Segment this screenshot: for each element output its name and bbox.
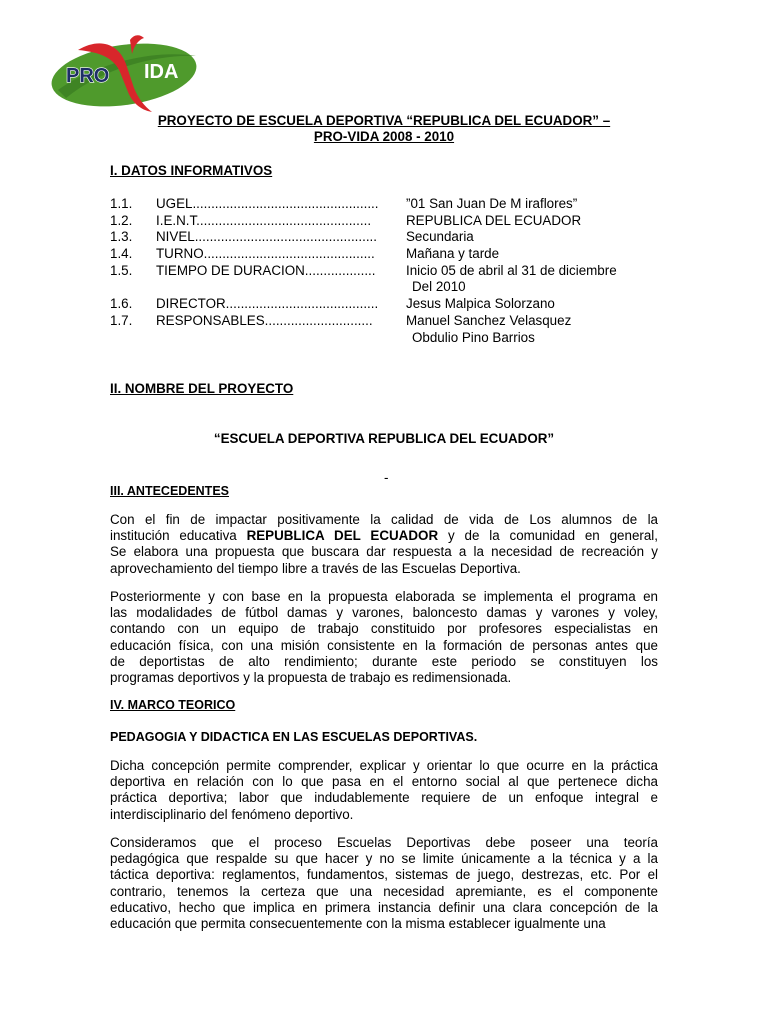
text-run: institución educativa (110, 528, 247, 544)
paragraph-antecedentes-2 (110, 589, 658, 686)
info-row-label: UGEL.................................................. (156, 196, 379, 211)
info-row-value: ”01 San Juan De M iraflores” (406, 196, 578, 211)
paragraph-line: deportiva en relación con lo que pasa en el entorno social al que pertenece dicha (110, 774, 658, 790)
info-row-label: TURNO.............................................. (156, 246, 375, 262)
title-line-2: PRO-VIDA 2008 - 2010 (313, 129, 455, 144)
info-row-label: NIVEL................................................. (156, 229, 377, 245)
info-row (110, 196, 670, 213)
paragraph-line: las modalidades de fútbol damas y varones, baloncesto damas y varones y voley, (110, 605, 658, 621)
info-row (110, 229, 670, 246)
paragraph-line: programas deportivos y la propuesta de trabajo es redimensionada. (110, 669, 512, 685)
subheading-pedagogia: PEDAGOGIA Y DIDACTICA EN LAS ESCUELAS DEPORTIVAS. (110, 730, 478, 744)
paragraph-line: Consideramos que el proceso Escuelas Deportivas debe poseer una teoría (110, 835, 658, 850)
section-heading-nombre: II. NOMBRE DEL PROYECTO (110, 381, 294, 396)
provida-logo (48, 28, 203, 116)
info-row-label: DIRECTOR......................................... (156, 296, 379, 312)
paragraph-marco-2 (110, 835, 658, 932)
paragraph-line: educación física, con una misión consistente en la formación de personas antes que (110, 637, 658, 653)
info-row-number: 1.6. (110, 296, 133, 312)
info-row-value: REPUBLICA DEL ECUADOR (406, 212, 582, 228)
info-row (110, 213, 670, 230)
logo-text-right: IDA (144, 61, 179, 83)
provida-logo-graphic (48, 28, 203, 116)
document-title (110, 113, 658, 145)
paragraph-line: educativo, hecho que implica en primera instancia definir una clara concepción de la (110, 899, 658, 915)
paragraph-marco-1 (110, 758, 658, 823)
info-row-label: TIEMPO DE DURACION................... (156, 262, 376, 278)
info-row-value: Manuel Sanchez Velasquez (406, 312, 572, 328)
section-heading-marco: IV. MARCO TEORICO (110, 698, 236, 712)
paragraph-line (110, 528, 658, 544)
title-line-1: PROYECTO DE ESCUELA DEPORTIVA “REPUBLICA DEL ECUADOR” – (157, 113, 611, 128)
paragraph-line: Con el fin de impactar positivamente la calidad de vida de Los alumnos de la (110, 512, 658, 527)
section-heading-datos: I. DATOS INFORMATIVOS (110, 163, 273, 178)
paragraph-antecedentes-1 (110, 512, 658, 577)
info-row-number: 1.4. (110, 246, 133, 262)
paragraph-line: contrario, tenemos la certeza que una necesidad apremiante, es el componente (110, 883, 658, 899)
info-row-label: RESPONSABLES............................. (156, 312, 373, 328)
info-row (110, 330, 670, 347)
info-row-number: 1.1. (110, 196, 133, 211)
info-row (110, 246, 670, 263)
info-list (110, 196, 670, 346)
info-row-number: 1.2. (110, 212, 133, 228)
info-row-value: Inicio 05 de abril al 31 de diciembre (406, 262, 617, 278)
info-row-value: Mañana y tarde (406, 246, 500, 262)
paragraph-line: educación que permita consecuentemente con la misma establecer igualmente una (110, 915, 606, 931)
paragraph-line: interdisciplinario del fenómeno deportivo. (110, 806, 354, 822)
info-row-number: 1.5. (110, 262, 133, 278)
paragraph-line: Se elabora una propuesta que buscara dar respuesta a la necesidad de recreación y (110, 544, 658, 560)
paragraph-line: Posteriormente y con base en la propuesta elaborada se implementa el programa en (110, 589, 658, 604)
info-row (110, 279, 670, 296)
paragraph-line: aprovechamiento del tiempo libre a través de las Escuelas Deportiva. (110, 560, 521, 576)
section-heading-antecedentes: III. ANTECEDENTES (110, 484, 229, 498)
paragraph-line: práctica deportiva; labor que indudablemente requiere de un enfoque integral e (110, 790, 658, 806)
info-row-number: 1.7. (110, 312, 133, 328)
info-row-label: I.E.N.T............................................... (156, 212, 372, 228)
paragraph-line: táctica deportiva: reglamentos, fundamentos, sistemas de juego, destrezas, etc. Por el (110, 867, 658, 883)
info-row (110, 313, 670, 330)
info-row-value: Jesus Malpica Solorzano (406, 296, 555, 312)
paragraph-line: contando con un equipo de trabajo constituido por profesores especialistas en (110, 621, 658, 637)
text-run: y de la comunidad en general, (438, 528, 658, 544)
info-row-value: Secundaria (406, 229, 474, 245)
paragraph-line: pedagógica que respalde su que hacer y no se limite únicamente a la técnica y a la (110, 851, 658, 867)
bold-text: REPUBLICA DEL ECUADOR (246, 528, 439, 544)
paragraph-line: Dicha concepción permite comprender, explicar y orientar lo que ocurre en la práctica (110, 758, 658, 773)
paragraph-line: de deportistas de alto rendimiento; durante este periodo se constituyen los (110, 653, 658, 669)
info-row-value: Obdulio Pino Barrios (412, 329, 535, 345)
project-name: “ESCUELA DEPORTIVA REPUBLICA DEL ECUADOR” (213, 431, 555, 446)
info-row (110, 263, 670, 280)
info-row (110, 296, 670, 313)
info-row-value: Del 2010 (412, 279, 466, 295)
dash-mark: - (384, 470, 389, 485)
logo-text-left: PRO (66, 65, 110, 87)
info-row-number: 1.3. (110, 229, 133, 245)
